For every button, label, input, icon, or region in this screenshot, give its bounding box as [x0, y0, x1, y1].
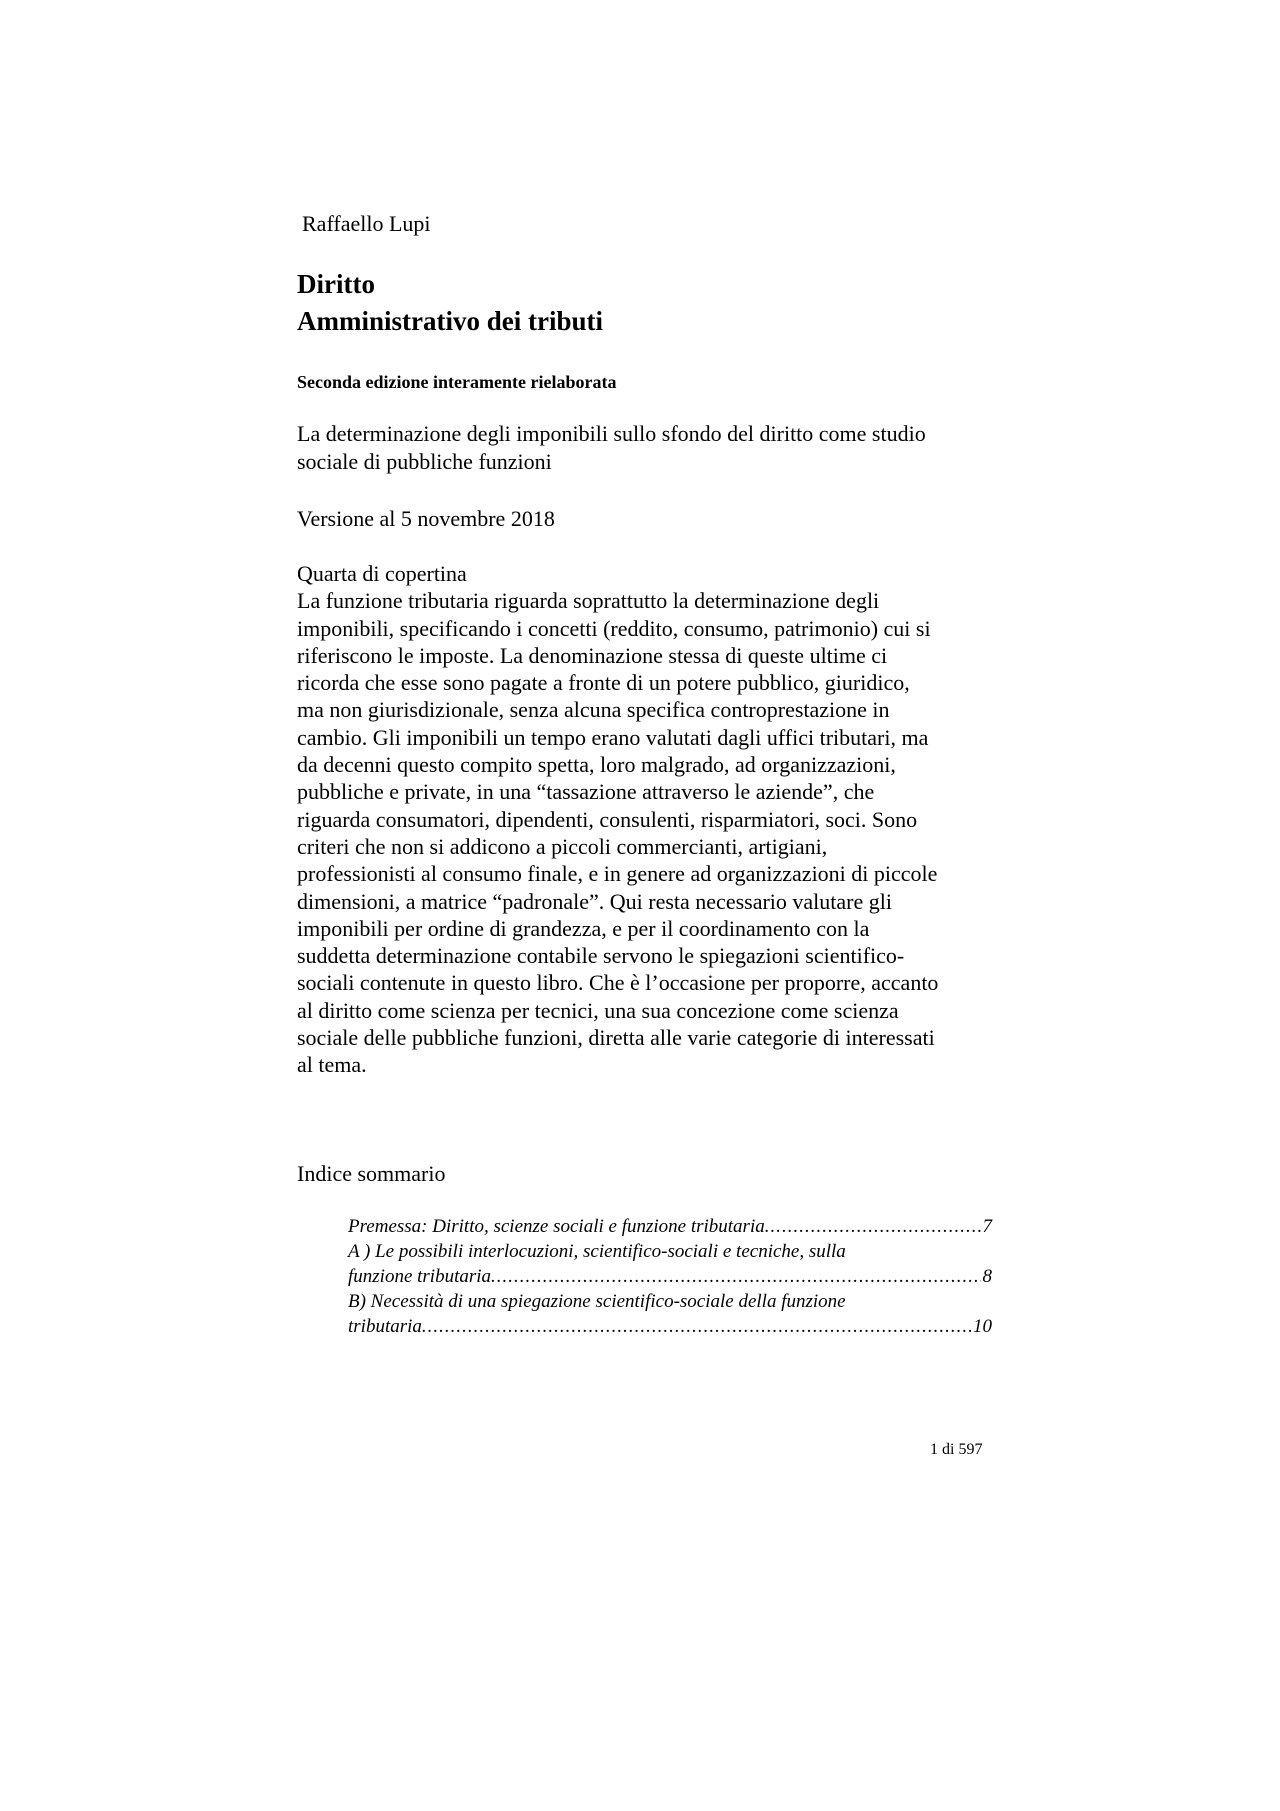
- toc-entry-title: A ) Le possibili interlocuzioni, scientifico-sociali e tecniche, sulla: [348, 1241, 846, 1262]
- toc-entry-title: Premessa: Diritto, scienze sociali e funzione tributaria: [348, 1216, 765, 1237]
- toc-entry-title-cont: funzione tributaria: [348, 1266, 492, 1287]
- subtitle-line-2: sociale di pubbliche funzioni: [297, 449, 552, 474]
- page-number: 1 di 597: [930, 1441, 983, 1458]
- toc-page-number: 10: [973, 1316, 992, 1337]
- version-date: Versione al 5 novembre 2018: [297, 506, 555, 531]
- back-cover-line: da decenni questo compito spetta, loro malgrado, ad organizzazioni,: [297, 752, 896, 778]
- toc-entry-title: B) Necessità di una spiegazione scientifico-sociale della funzione: [348, 1291, 846, 1312]
- book-subtitle: [297, 420, 1017, 476]
- back-cover-text: [297, 560, 1007, 1079]
- toc-page-number: 7: [982, 1216, 992, 1237]
- subtitle-line-1: La determinazione degli imponibili sullo sfondo del diritto come studio: [297, 421, 926, 446]
- author-name: Raffaello Lupi: [302, 211, 431, 236]
- back-cover-heading: Quarta di copertina: [297, 561, 467, 586]
- back-cover-line: sociale delle pubbliche funzioni, diretta alle varie categorie di interessati: [297, 1025, 935, 1051]
- back-cover-line: suddetta determinazione contabile servono le spiegazioni scientifico-: [297, 943, 905, 969]
- back-cover-line: dimensioni, a matrice “padronale”. Qui resta necessario valutare gli: [297, 888, 892, 914]
- toc-entry-b[interactable]: [348, 1289, 992, 1339]
- back-cover-line: imponibili, specificando i concetti (reddito, consumo, patrimonio) cui si: [297, 615, 931, 641]
- title-line-2: Amministrativo dei tributi: [297, 306, 603, 336]
- toc-leader-dots: [422, 1314, 971, 1339]
- back-cover-line: riferiscono le imposte. La denominazione stessa di queste ultime ci: [297, 642, 888, 668]
- edition-note: Seconda edizione interamente rielaborata: [297, 372, 617, 392]
- book-title: [297, 266, 603, 340]
- toc-page-number: 8: [982, 1266, 992, 1287]
- back-cover-line: sociali contenute in questo libro. Che è l’occasione per proporre, accanto: [297, 970, 939, 996]
- toc-entry-premessa[interactable]: [348, 1214, 992, 1239]
- back-cover-line: pubbliche e private, in una “tassazione attraverso le aziende”, che: [297, 779, 875, 805]
- toc-entry-a[interactable]: [348, 1239, 992, 1289]
- toc-entry-title-cont: tributaria: [348, 1316, 422, 1337]
- back-cover-line: al tema.: [297, 1052, 367, 1078]
- table-of-contents: [348, 1214, 992, 1339]
- toc-leader-dots: [491, 1264, 980, 1289]
- back-cover-line: criteri che non si addicono a piccoli commercianti, artigiani,: [297, 833, 828, 859]
- back-cover-line: ricorda che esse sono pagate a fronte di un potere pubblico, giuridico,: [297, 670, 910, 696]
- toc-leader-dots: [765, 1214, 981, 1239]
- back-cover-line: al diritto come scienza per tecnici, una sua concezione come scienza: [297, 997, 899, 1023]
- title-line-1: Diritto: [297, 269, 375, 299]
- back-cover-line: professionisti al consumo finale, e in genere ad organizzazioni di piccole: [297, 861, 938, 887]
- back-cover-line: riguarda consumatori, dipendenti, consulenti, risparmiatori, soci. Sono: [297, 806, 918, 832]
- back-cover-line: cambio. Gli imponibili un tempo erano valutati dagli uffici tributari, ma: [297, 724, 929, 750]
- back-cover-line: imponibili per ordine di grandezza, e per il coordinamento con la: [297, 915, 870, 941]
- back-cover-line: La funzione tributaria riguarda soprattutto la determinazione degli: [297, 588, 880, 614]
- toc-heading: Indice sommario: [297, 1161, 446, 1186]
- back-cover-line: ma non giurisdizionale, senza alcuna specifica controprestazione in: [297, 697, 890, 723]
